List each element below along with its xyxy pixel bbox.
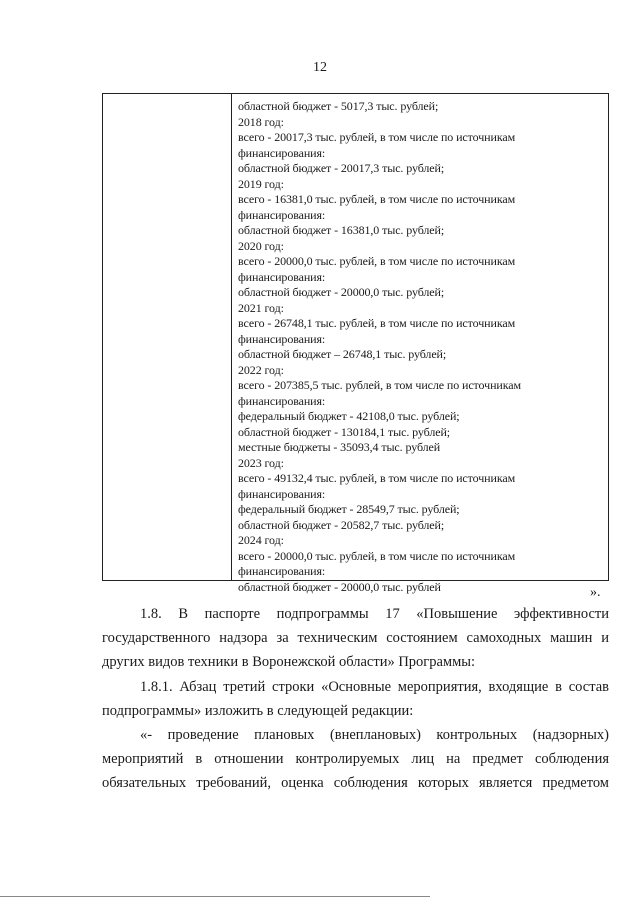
financing-line: финансирования: bbox=[238, 331, 326, 346]
financing-line: финансирования: bbox=[238, 145, 326, 160]
table-left-cell bbox=[103, 94, 232, 580]
paragraph-3-line-3: обязательных требований, оценка соблюдения которых является предметом bbox=[102, 775, 609, 792]
financing-line: 2021 год: bbox=[238, 300, 284, 315]
financing-line: финансирования: bbox=[238, 269, 326, 284]
paragraph-2-line-2: подпрограммы» изложить в следующей редакции: bbox=[102, 702, 414, 719]
page-number: 12 bbox=[313, 60, 327, 75]
financing-line: всего - 16381,0 тыс. рублей, в том числе по источникам bbox=[238, 192, 516, 206]
financing-line: федеральный бюджет - 28549,7 тыс. рублей; bbox=[238, 502, 460, 516]
financing-line: финансирования: bbox=[238, 207, 326, 222]
financing-line: финансирования: bbox=[238, 393, 326, 408]
financing-line: областной бюджет - 20017,3 тыс. рублей; bbox=[238, 161, 445, 175]
financing-line: областной бюджет - 130184,1 тыс. рублей; bbox=[238, 424, 450, 439]
financing-table bbox=[102, 93, 609, 594]
financing-line: всего - 20017,3 тыс. рублей, в том числе по источникам bbox=[238, 130, 516, 144]
financing-line: 2020 год: bbox=[238, 238, 284, 253]
paragraph-2-line-1: 1.8.1. Абзац третий строки «Основные мероприятия, входящие в состав bbox=[140, 678, 609, 695]
footer-divider bbox=[0, 896, 430, 897]
paragraph-1-line-2: государственного надзора за техническим состоянием самоходных машин и bbox=[102, 630, 609, 647]
paragraph-3-line-2: мероприятий в отношении контролируемых лиц на предмет соблюдения bbox=[102, 751, 609, 768]
paragraph-1-line-3: других видов техники в Воронежской области» Программы: bbox=[102, 654, 476, 671]
financing-line: областной бюджет – 26748,1 тыс. рублей; bbox=[238, 347, 447, 361]
financing-line: всего - 20000,0 тыс. рублей, в том числе по источникам bbox=[238, 254, 516, 268]
financing-line: всего - 49132,4 тыс. рублей, в том числе по источникам bbox=[238, 471, 516, 485]
paragraph-1-line-1: 1.8. В паспорте подпрограммы 17 «Повышение эффективности bbox=[140, 606, 609, 622]
financing-line: финансирования: bbox=[238, 486, 326, 501]
paragraph-3-line-1: «- проведение плановых (внеплановых) контрольных (надзорных) bbox=[140, 727, 609, 744]
financing-line: областной бюджет - 20000,0 тыс. рублей; bbox=[238, 285, 445, 299]
financing-line: областной бюджет - 5017,3 тыс. рублей; bbox=[238, 99, 439, 113]
financing-line: всего - 26748,1 тыс. рублей, в том числе по источникам bbox=[238, 316, 516, 330]
document-body bbox=[102, 602, 609, 796]
financing-line: местные бюджеты - 35093,4 тыс. рублей bbox=[238, 440, 441, 454]
financing-line: 2022 год: bbox=[238, 362, 284, 377]
closing-quote: ». bbox=[590, 585, 601, 600]
financing-line: всего - 20000,0 тыс. рублей, в том числе по источникам bbox=[238, 548, 516, 563]
financing-line: 2018 год: bbox=[238, 114, 284, 129]
financing-line: финансирования: bbox=[238, 564, 326, 578]
financing-line: областной бюджет - 20000,0 тыс. рублей bbox=[238, 579, 441, 594]
financing-line: 2023 год: bbox=[238, 455, 284, 470]
financing-line: 2024 год: bbox=[238, 533, 284, 547]
financing-line: федеральный бюджет - 42108,0 тыс. рублей; bbox=[238, 409, 460, 423]
financing-volumes-cell bbox=[232, 94, 608, 594]
financing-line: всего - 207385,5 тыс. рублей, в том числе по источникам bbox=[238, 378, 521, 392]
financing-line: 2019 год: bbox=[238, 176, 284, 191]
financing-line: областной бюджет - 20582,7 тыс. рублей; bbox=[238, 517, 445, 532]
financing-line: областной бюджет - 16381,0 тыс. рублей; bbox=[238, 223, 445, 237]
